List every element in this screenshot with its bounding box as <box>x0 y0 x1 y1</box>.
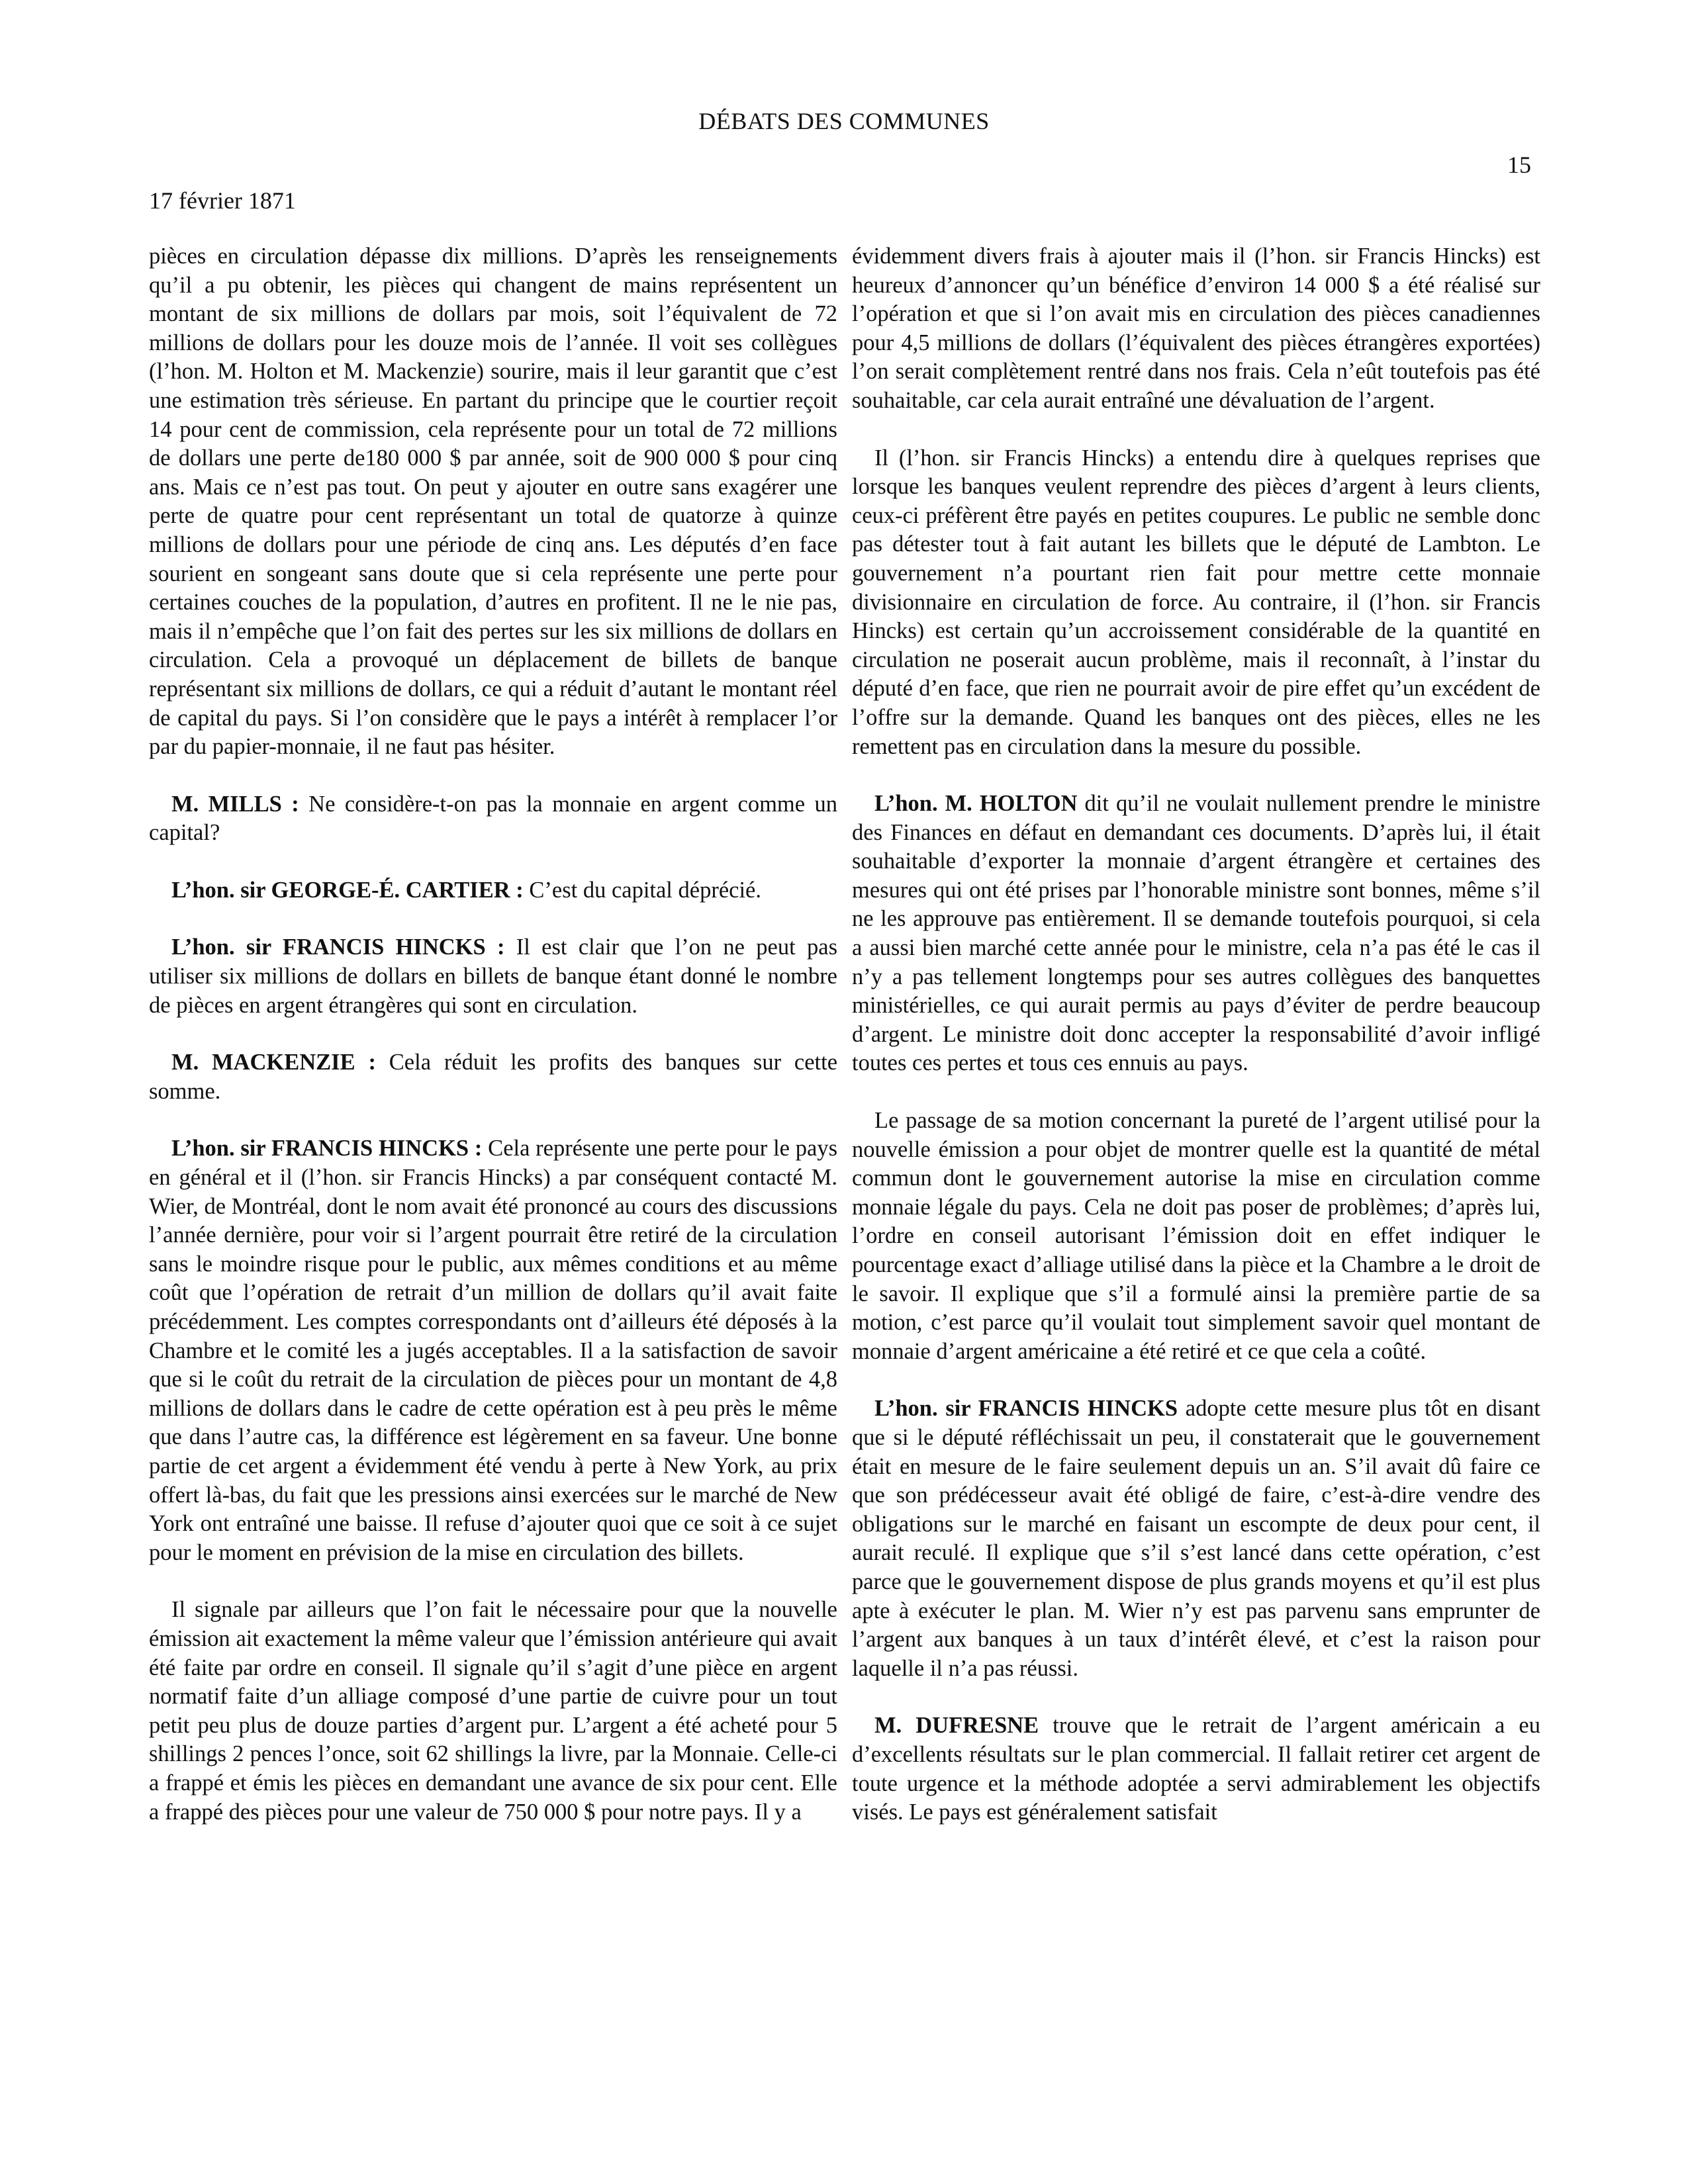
paragraph-text: pièces en circulation dépasse dix millions. D’après les renseignements qu’il a pu obtenir, les pièces qui changent de mains représentent un montant de six millions de dollars par mois, soit l’équivalent de 72 millions de dollars pour les douze mois de l’année. Il voit ses collègues (l’hon. M. Holton et M. Mackenzie) sourire, mais il leur garantit que c’est une estimation très sérieuse. En partant du principe que le courtier reçoit 14 pour cent de commission, cela représente pour un total de 72 millions de dollars une perte de180 000 $ par année, soit de 900 000 $ pour cinq ans. Mais ce n’est pas tout. On peut y ajouter en outre sans exagérer une perte de quatre pour cent représentant un total de quatorze à quinze millions de dollars pour une période de cinq ans. Les députés d’en face sourient en songeant sans doute que si cela représente une perte pour certaines couches de la population, d’autres en profitent. Il ne le nie pas, mais il n’empêche que l’on fait des pertes sur les six millions de dollars en circulation. Cela a provoqué un déplacement de billets de banque représentant six millions de dollars, ce qui a réduit d’autant le montant réel de capital du pays. Si l’on considère que le pays a intérêt à remplacer l’or par du papier-monnaie, il ne faut pas hésiter. <box>149 244 837 760</box>
paragraph <box>149 242 837 762</box>
paragraph-text: évidemment divers frais à ajouter mais il (l’hon. sir Francis Hincks) est heureux d’annoncer qu’un bénéfice d’environ 14 000 $ a été réalisé sur l’opération et que si l’on avait mis en circulation des pièces canadiennes pour 4,5 millions de dollars (l’équivalent des pièces étrangères exportées) l’on serait complètement rentré dans nos frais. Cela n’eût toutefois pas été souhaitable, car cela aurait entraîné une dévaluation de l’argent. <box>852 244 1540 413</box>
speaker-name: L’hon. sir FRANCIS HINCKS : <box>171 934 505 960</box>
paragraph-text: Il signale par ailleurs que l’on fait le nécessaire pour que la nouvelle émission ait exactement la même valeur que l’émission antérieure qui avait été faite par ordre en conseil. Il signale qu’il s’agit d’une pièce en argent normatif faite d’un alliage composé d’une partie de cuivre pour un tout petit peu plus de douze parties d’argent pur. L’argent a été acheté pour 5 shillings 2 pences l’once, soit 62 shillings la livre, par la Monnaie. Celle-ci a frappé et émis les pièces en demandant une avance de six pour cent. Elle a frappé des pièces pour une valeur de 750 000 $ pour notre pays. Il y a <box>149 1597 837 1825</box>
paragraph-text: Cela représente une perte pour le pays en général et il (l’hon. sir Francis Hincks) a par conséquent contacté M. Wier, de Montréal, dont le nom avait été prononcé au cours des discussions l’année dernière, pour voir si l’argent pourrait être retiré de la circulation sans le moindre risque pour le public, aux mêmes conditions et au même coût que l’opération de retrait d’un million de dollars qu’il avait faite précédemment. Les comptes correspondants ont d’ailleurs été déposés à la Chambre et le comité les a jugés acceptables. Il a la satisfaction de savoir que si le coût du retrait de la circulation de pièces pour un montant de 4,8 millions de dollars dans le cadre de cette opération est à peu près le même que dans l’autre cas, la différence est légèrement en sa faveur. Une bonne partie de cet argent a évidemment été vendu à perte à New York, au prix offert là-bas, du fait que les pressions ainsi exercées sur le marché de New York ont entraîné une baisse. Il refuse d’ajouter quoi que ce soit à ce sujet pour le moment en prévision de la mise en circulation des billets. <box>149 1136 837 1565</box>
left-column <box>149 242 837 1855</box>
speaker-name: L’hon. sir FRANCIS HINCKS : <box>171 1136 483 1161</box>
paragraph-text: Il (l’hon. sir Francis Hincks) a entendu dire à quelques reprises que lorsque les banques veulent reprendre des pièces d’argent à leurs clients, ceux-ci préfèrent être payés en petites coupures. Le public ne semble donc pas détester tout à fait autant les billets que le député de Lambton. Le gouvernement n’a pourtant rien fait pour mettre cette monnaie divisionnaire en circulation de force. Au contraire, il (l’hon. sir Francis Hincks) est certain qu’un accroissement considérable de la quantité en circulation ne poserait aucun problème, mais il reconnaît, à l’instar du député d’en face, que rien ne pourrait avoir de pire effet qu’un excédent de l’offre sur la demande. Quand les banques ont des pièces, elles ne les remettent pas en circulation dans la mesure du possible. <box>852 445 1540 759</box>
page-number: 15 <box>1507 152 1531 178</box>
paragraph-text: Ne considère-t-on pas la monnaie en argent comme un capital? <box>149 791 837 846</box>
paragraph <box>149 1048 837 1106</box>
paragraph <box>852 790 1540 1078</box>
speaker-name: L’hon. sir FRANCIS HINCKS <box>874 1396 1178 1422</box>
paragraph-text: adopte cette mesure plus tôt en disant que si le député réfléchissait un peu, il constaterait que le gouvernement était en mesure de le faire seulement depuis un an. S’il avait dû faire ce que son prédécesseur avait été obligé de faire, c’est-à-dire vendre des obligations sur le marché en faisant un escompte de deux pour cent, il aurait reculé. Il explique que s’il s’est lancé dans cette opération, c’est parce que le gouvernement dispose de plus grands moyens et qu’il est plus apte à exécuter le plan. M. Wier n’y est pas parvenu sans emprunter de l’argent aux banques à un taux d’intérêt élevé, et c’est la raison pour laquelle il n’a pas réussi. <box>852 1396 1540 1681</box>
paragraph-text: Il est clair que l’on ne peut pas utiliser six millions de dollars en billets de banque étant donné le nombre de pièces en argent étrangères qui sont en circulation. <box>149 934 837 1018</box>
speaker-name: L’hon. sir GEORGE-É. CARTIER : <box>171 877 524 903</box>
paragraph-text: Le passage de sa motion concernant la pureté de l’argent utilisé pour la nouvelle émission a pour objet de montrer quelle est la quantité de métal commun dont le gouvernement autorise la mise en circulation comme monnaie légale du pays. Cela ne doit pas poser de problèmes; d’après lui, l’ordre en conseil autorisant l’émission doit en effet indiquer le pourcentage exact d’alliage utilisé dans la pièce et la Chambre a le droit de le savoir. Il explique que s’il a formulé ainsi la première partie de sa motion, c’est parce qu’il voulait tout simplement savoir quel montant de monnaie d’argent américaine a été retiré et ce que cela a coûté. <box>852 1108 1540 1364</box>
paragraph <box>852 242 1540 416</box>
paragraph-text: Cela réduit les profits des banques sur cette somme. <box>149 1050 838 1104</box>
paragraph-text: dit qu’il ne voulait nullement prendre le ministre des Finances en défaut en demandant ces documents. D’après lui, il était souhaitable d’exporter la monnaie d’argent étrangère et certaines des mesures qui ont été prises par l’honorable ministre sont bonnes, même s’il ne les approuve pas entièrement. Il se demande toutefois pourquoi, si cela a aussi bien marché cette année pour le ministre, cela n’a pas été le cas il n’y a pas tellement longtemps pour ses autres collègues des banquettes ministérielles, ce qui aurait permis au pays d’éviter de perdre beaucoup d’argent. Le ministre doit donc accepter la responsabilité d’avoir infligé toutes ces pertes et tous ces ennuis au pays. <box>852 791 1540 1076</box>
paragraph <box>149 790 837 848</box>
paragraph <box>852 1711 1540 1827</box>
paragraph-text: trouve que le retrait de l’argent américain a eu d’excellents résultats sur le plan commercial. Il fallait retirer cet argent de toute urgence et la méthode adoptée a servi admirablement les objectifs visés. Le pays est généralement satisfait <box>852 1713 1540 1825</box>
paragraph-text: C’est du capital déprécié. <box>523 877 761 903</box>
paragraph <box>852 1107 1540 1366</box>
page-date: 17 février 1871 <box>149 187 296 214</box>
running-title: DÉBATS DES COMMUNES <box>698 108 990 134</box>
speaker-name: M. MILLS : <box>171 791 299 817</box>
right-column <box>852 242 1540 1856</box>
paragraph <box>149 876 837 905</box>
paragraph <box>149 1134 837 1567</box>
speaker-name: M. MACKENZIE : <box>171 1050 376 1075</box>
paragraph <box>149 933 837 1020</box>
paragraph <box>852 444 1540 762</box>
speaker-name: M. DUFRESNE <box>874 1713 1039 1739</box>
speaker-name: L’hon. M. HOLTON <box>874 791 1078 817</box>
paragraph <box>149 1596 837 1827</box>
paragraph <box>852 1394 1540 1683</box>
